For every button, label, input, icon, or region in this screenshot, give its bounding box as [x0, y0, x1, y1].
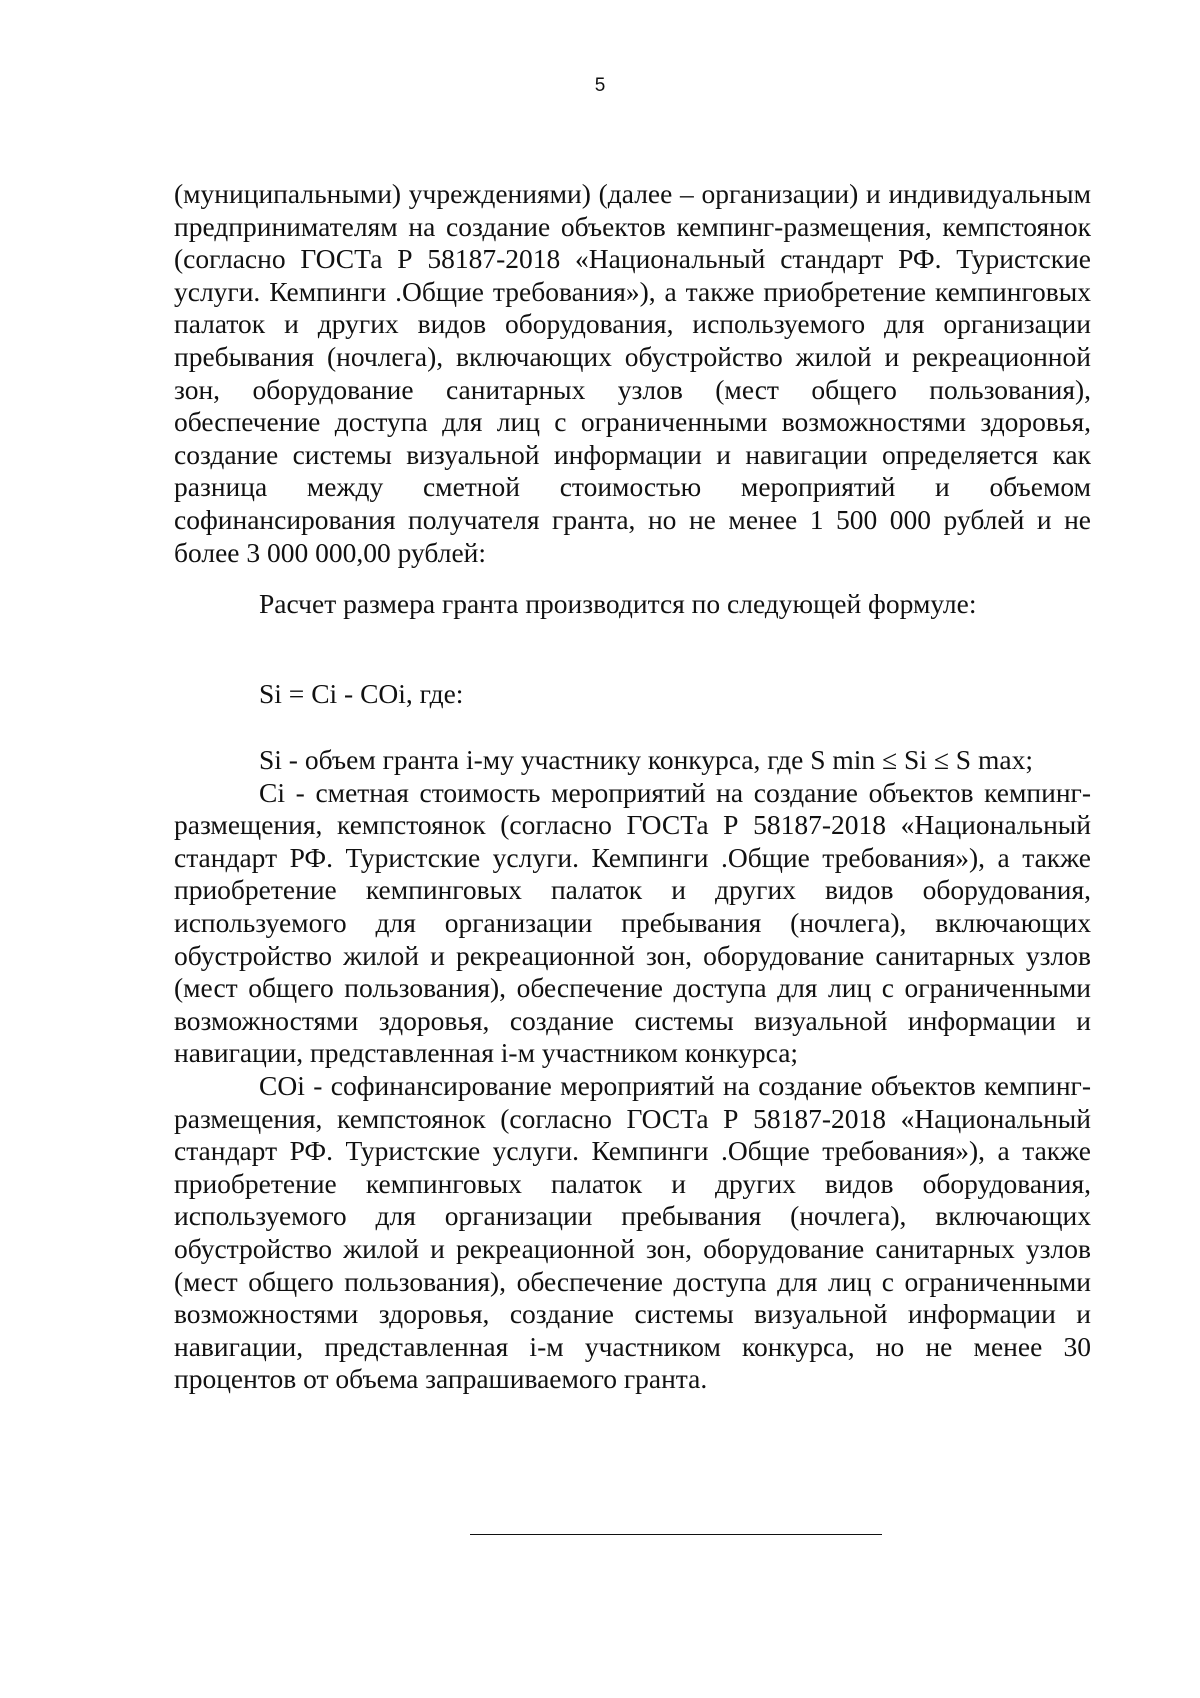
page-number: 5 [594, 75, 606, 96]
formula-block [174, 678, 1091, 711]
end-divider-line [470, 1534, 882, 1535]
grant-formula: Si = Ci - COi, где: [259, 678, 464, 709]
opening-paragraph: (муниципальными) учреждениями) (далее – организации) и индивидуальным предпринимателям на создание объектов кемпинг-размещения, кемпстоянок (согласно ГОСТа Р 58187-2018 «Национальный стандарт РФ. Туристские услуги. Кемпинги .Общие требования»), а также приобретение кемпинговых палаток и других видов оборудования, используемого для организации пребывания (ночлега), включающих обустройство жилой и рекреационной зон, оборудование санитарных узлов (мест общего пользования), обеспечение доступа для лиц с ограниченными возможностями здоровья, создание системы визуальной информации и навигации определяется как разница между сметной стоимостью мероприятий и объемом софинансирования получателя гранта, но не менее 1 500 000 рублей и не более 3 000 000,00 рублей: [174, 178, 1091, 568]
definition-ci: Ci - сметная стоимость мероприятий на создание объектов кемпинг-размещения, кемпстоянок (согласно ГОСТа Р 58187-2018 «Национальный стандарт РФ. Туристские услуги. Кемпинги .Общие требования»), а также приобретение кемпинговых палаток и других видов оборудования, используемого для организации пребывания (ночлега), включающих обустройство жилой и рекреационной зон, оборудование санитарных узлов (мест общего пользования), обеспечение доступа для лиц с ограниченными возможностями здоровья, создание системы визуальной информации и навигации, представленная i-м участником конкурса; [174, 776, 1091, 1069]
formula-definitions [174, 744, 1091, 1396]
formula-intro-paragraph: Расчет размера гранта производится по следующей формуле: [259, 588, 977, 619]
formula-intro-block [174, 588, 1091, 621]
definition-coi: COi - софинансирование мероприятий на создание объектов кемпинг-размещения, кемпстоянок (согласно ГОСТа Р 58187-2018 «Национальный стандарт РФ. Туристские услуги. Кемпинги .Общие требования»), а также приобретение кемпинговых палаток и других видов оборудования, используемого для организации пребывания (ночлега), включающих обустройство жилой и рекреационной зон, оборудование санитарных узлов (мест общего пользования), обеспечение доступа для лиц с ограниченными возможностями здоровья, создание системы визуальной информации и навигации, представленная i-м участником конкурса, но не менее 30 процентов от объема запрашиваемого гранта. [174, 1069, 1091, 1395]
definition-si: Si - объем гранта i-му участнику конкурса, где S min ≤ Si ≤ S max; [259, 744, 1033, 775]
opening-paragraph-block [174, 178, 1091, 569]
